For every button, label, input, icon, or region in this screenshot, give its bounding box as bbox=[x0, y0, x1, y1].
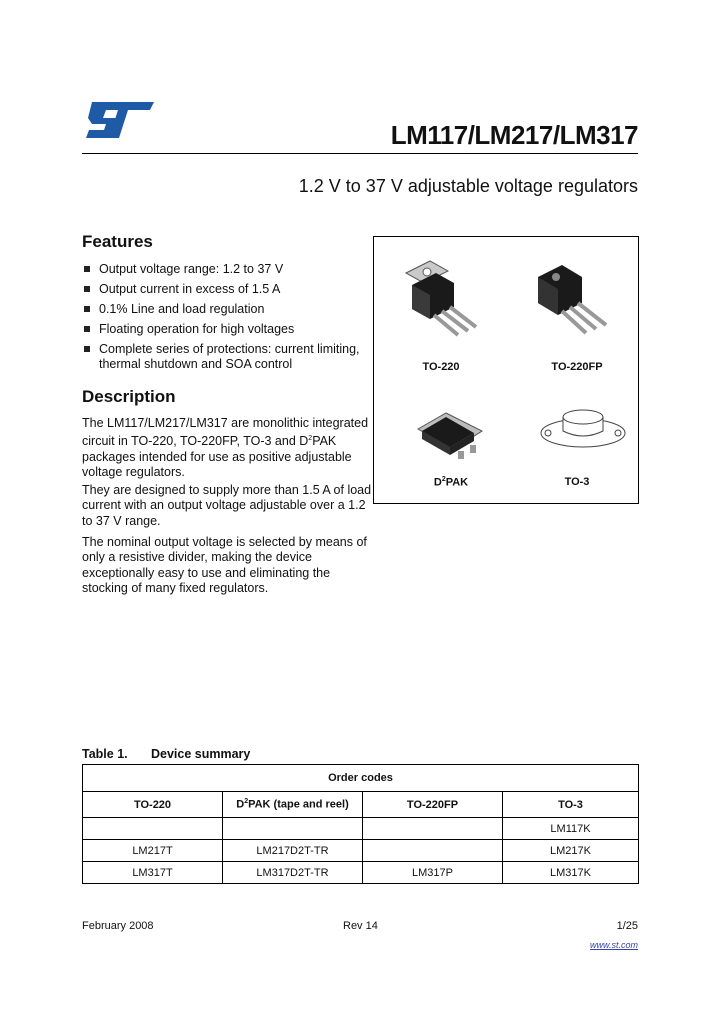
column-header-d2pak: $D^2PAK$ (tape and reel) bbox=[223, 792, 363, 818]
st-logo bbox=[84, 98, 158, 140]
bullet-icon bbox=[84, 326, 90, 332]
to220-package-image bbox=[396, 257, 486, 347]
bullet-icon bbox=[84, 286, 90, 292]
table-cell bbox=[363, 818, 503, 840]
footer-revision: Rev 14 bbox=[343, 920, 378, 932]
to220fp-package-image bbox=[526, 255, 616, 345]
list-item: Output voltage range: 1.2 to 37 V bbox=[82, 262, 372, 277]
document-subtitle: 1.2 V to 37 V adjustable voltage regulators bbox=[298, 176, 638, 196]
description-paragraph-2: They are designed to supply more than 1.5 A of load current with an output voltage adjustable over a 1.2 to 37 V range. bbox=[82, 483, 372, 528]
table-cell bbox=[83, 818, 223, 840]
document-title: LM117/LM217/LM317 bbox=[390, 120, 638, 150]
table-cell bbox=[223, 818, 363, 840]
table-caption: Table 1. Device summary bbox=[82, 747, 251, 761]
table-cell: LM217D2T-TR bbox=[223, 840, 363, 862]
list-item: Floating operation for high voltages bbox=[82, 322, 372, 337]
features-list bbox=[82, 262, 372, 377]
title-divider bbox=[82, 153, 638, 154]
bullet-icon bbox=[84, 266, 90, 272]
description-heading: Description bbox=[82, 387, 176, 406]
table-cell bbox=[363, 840, 503, 862]
table-cell: LM317D2T-TR bbox=[223, 862, 363, 884]
table-row bbox=[83, 818, 639, 840]
to220fp-label: TO-220FP bbox=[551, 361, 603, 373]
column-header-to220: TO-220 bbox=[83, 792, 223, 818]
table-cell: LM317K bbox=[503, 862, 639, 884]
table-row bbox=[83, 840, 639, 862]
device-summary-table bbox=[82, 764, 639, 884]
table-group-header: Order codes bbox=[83, 765, 639, 792]
package-figure bbox=[373, 236, 639, 504]
d2pak-label: $D^2PAK$ bbox=[433, 476, 469, 489]
footer-date: February 2008 bbox=[82, 920, 154, 932]
column-header-to220fp: TO-220FP bbox=[363, 792, 503, 818]
features-heading: Features bbox=[82, 232, 153, 251]
table-cell: LM217K bbox=[503, 840, 639, 862]
table-cell: LM317T bbox=[83, 862, 223, 884]
table-cell: LM317P bbox=[363, 862, 503, 884]
bullet-icon bbox=[84, 346, 90, 352]
to220-label: TO-220 bbox=[422, 361, 460, 373]
to3-label: TO-3 bbox=[564, 476, 590, 488]
table-cell: LM117K bbox=[503, 818, 639, 840]
bullet-icon bbox=[84, 306, 90, 312]
column-header-to3: TO-3 bbox=[503, 792, 639, 818]
description-paragraph-1: The LM117/LM217/LM317 are monolithic integrated circuit in TO-220, TO-220FP, TO-3 and $D^2PAK$ packages intended for use as positive adjustable voltage regulators. bbox=[82, 416, 369, 480]
table-cell: LM217T bbox=[83, 840, 223, 862]
list-item: 0.1% Line and load regulation bbox=[82, 302, 372, 317]
table-row bbox=[83, 862, 639, 884]
footer-url-link[interactable]: www.st.com bbox=[589, 940, 638, 950]
to3-package-image bbox=[538, 401, 628, 461]
list-item: Output current in excess of 1.5 A bbox=[82, 282, 372, 297]
footer-page-number: 1/25 bbox=[616, 920, 638, 932]
description-paragraph-3: The nominal output voltage is selected by means of only a resistive divider, making the device exceptionally easy to use and eliminating the stocking of many fixed regulators. bbox=[82, 535, 367, 595]
d2pak-package-image bbox=[412, 405, 492, 467]
list-item: Complete series of protections: current limiting, thermal shutdown and SOA control bbox=[82, 342, 372, 372]
